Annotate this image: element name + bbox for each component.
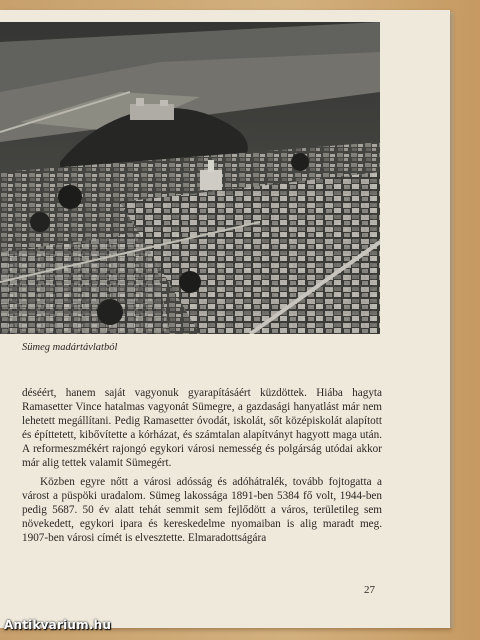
body-text [22,386,382,545]
watermark: Antikvarium.hu [4,618,112,632]
paragraph: Közben egyre nőtt a városi adósság és adóhátralék, tovább fojtogatta a várost a püspöki uradalom. Sümeg lakossága 1891-ben 5384 fő volt, 1944-ben pedig 5687. 50 év alatt tehát semmit sem fejlődött a város, területileg sem növekedett, egykori ipara és kereskedelme nyomaiban is alig maradt meg. 1907-ben városi címét is elvesztette. Elmaradottságára [22,475,382,544]
paragraph: déséért, hanem saját vagyonuk gyarapításáért küzdöttek. Hiába hagyta Ramasetter Vince hatalmas vagyonát Sümegre, a gazdasági hanyatlást már nem lehetett megállítani. Pedig Ramasetter óvodát, iskolát, sőt középiskolát alapított és építtetett, kibővítette a kórházat, és számtalan alapítványt hagyott maga után. A reformeszmékért rajongó egykori városi nemesség és polgárság utódai akkor már alig tettek valamit Sümegért. [22,387,382,470]
photo-caption: Sümeg madártávlatból [22,342,118,353]
aerial-town-photo [0,22,380,334]
aerial-town-photo-icon [0,22,380,334]
page-number: 27 [364,584,375,596]
book-page [0,10,450,628]
